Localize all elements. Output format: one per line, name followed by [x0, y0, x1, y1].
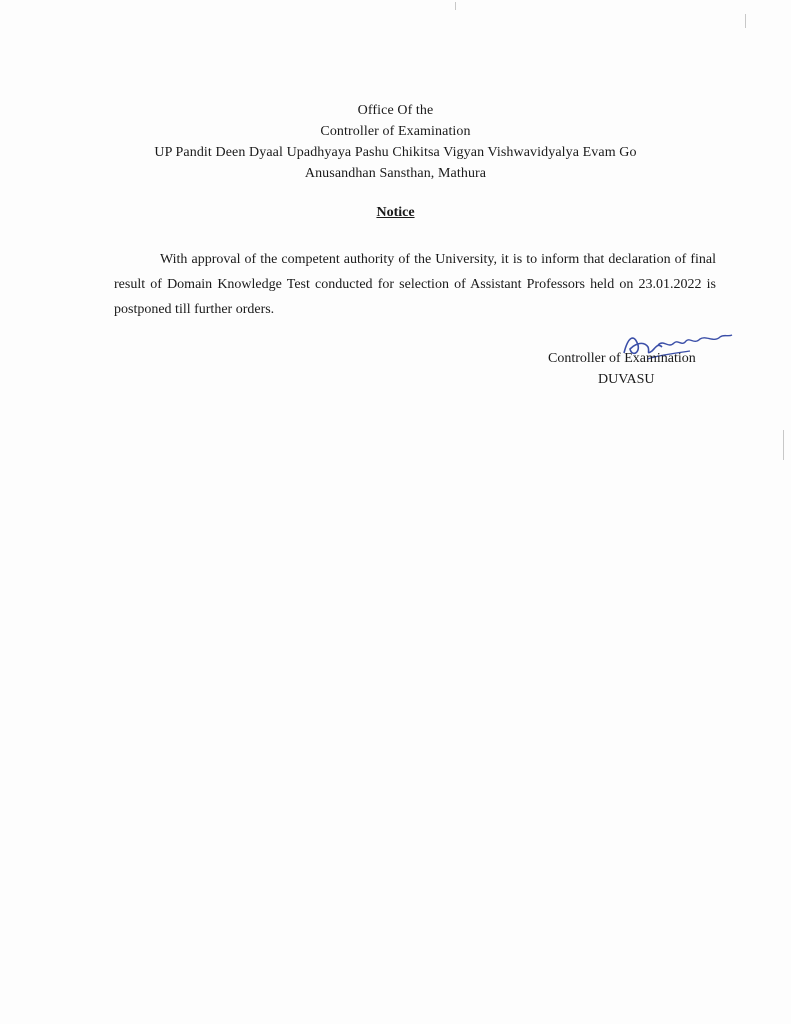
- university-name-line: UP Pandit Deen Dyaal Upadhyaya Pashu Chikitsa Vigyan Vishwavidyalya Evam Go: [154, 145, 637, 160]
- notice-title: Notice: [376, 205, 415, 220]
- signatory-block: [548, 348, 728, 390]
- scan-mark: [455, 2, 456, 10]
- signatory-designation: Controller of Examination: [548, 351, 696, 366]
- scan-mark: [745, 14, 746, 28]
- office-line: Office Of the: [357, 103, 434, 118]
- university-location-line: Anusandhan Sansthan, Mathura: [304, 166, 487, 181]
- scan-mark: [783, 430, 784, 460]
- signatory-organization: DUVASU: [598, 372, 655, 387]
- letterhead: [0, 100, 791, 184]
- notice-body: With approval of the competent authority of the University, it is to inform that declaration of final result of Domain Knowledge Test conducted for selection of Assistant Professors held on 23.01.2022 is postponed till further orders.: [114, 252, 716, 317]
- controller-line: Controller of Examination: [320, 124, 471, 139]
